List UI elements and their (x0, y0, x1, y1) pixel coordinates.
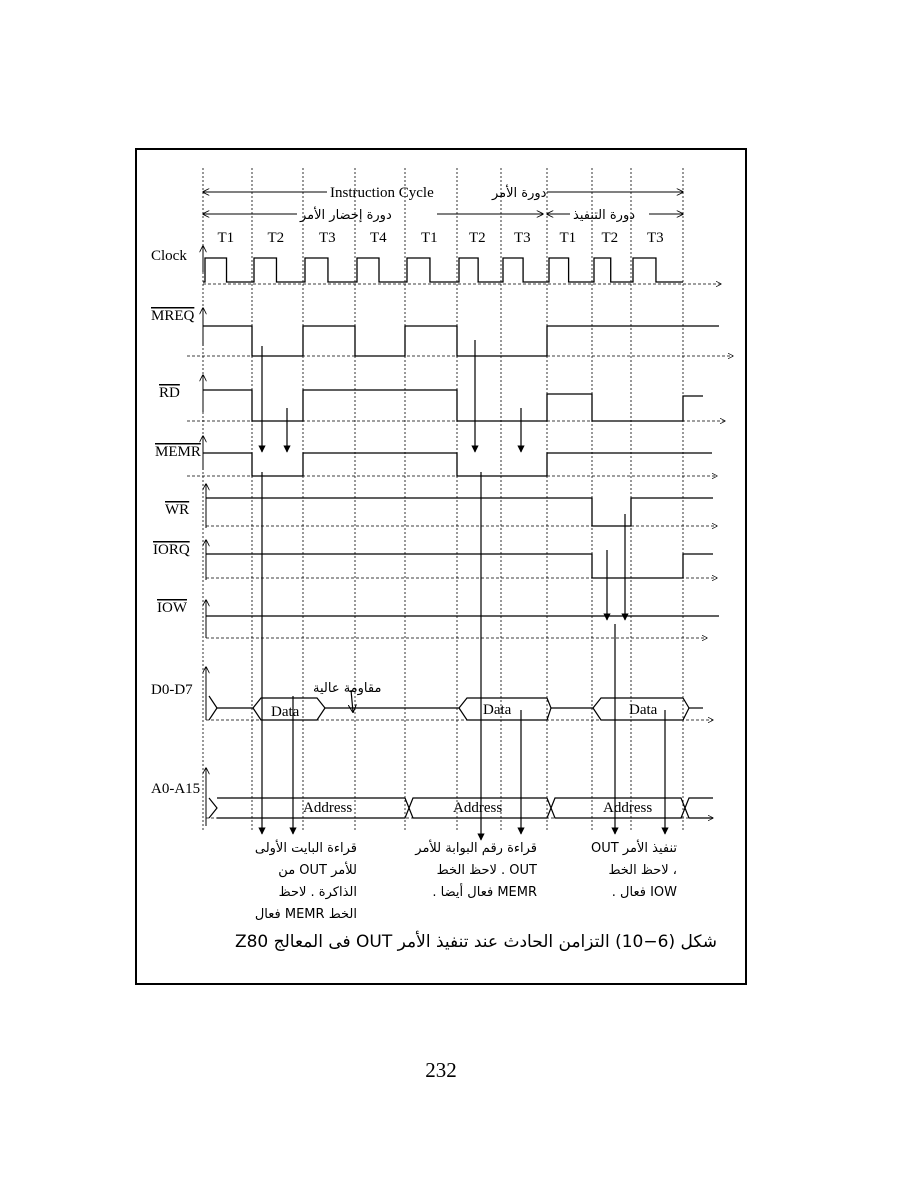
rd-label: RD (159, 385, 180, 401)
instruction-cycle-label: Instruction Cycle (330, 185, 434, 201)
high-impedance-label: مقاومة عالية (313, 681, 382, 696)
t-state-label: T3 (514, 230, 531, 246)
rd-waveform (203, 390, 703, 421)
clock-pulses (203, 258, 683, 282)
timing-diagram-figure (135, 148, 747, 985)
execute-cycle-span (547, 208, 683, 223)
address-label-3: Address (603, 800, 653, 816)
memr-waveform (203, 453, 712, 476)
signal-axes (203, 246, 206, 826)
signal-labels (151, 248, 201, 797)
iorq-label: IORQ (153, 542, 190, 558)
t-state-label: T2 (469, 230, 486, 246)
page-number: 232 (425, 1058, 457, 1082)
figure-caption: شكل (6−10) التزامن الحادث عند تنفيذ الأمر OUT فى المعالج Z80 (234, 932, 717, 952)
fetch-cycle-span (203, 206, 543, 223)
mreq-waveform (203, 326, 719, 356)
clock-waveform (203, 258, 683, 282)
wr-waveform (206, 498, 713, 526)
note-execute-out: تنفيذ الأمر OUT ، لاحظ الخط IOW فعال . (591, 841, 677, 900)
mreq-label: MREQ (151, 308, 195, 324)
sampling-arrows (262, 340, 665, 840)
note-fetch-first-byte: قراءة البايت الأولى للأمر OUT من الذاكرة . لاحظ الخط MEMR فعال (254, 841, 357, 922)
t-state-label: T1 (421, 230, 438, 246)
iow-label: IOW (157, 600, 187, 616)
address-label-2: Address (453, 800, 503, 816)
clock-label: Clock (151, 248, 187, 264)
signal-baselines (187, 284, 733, 818)
iorq-waveform (206, 554, 713, 578)
t-state-label: T2 (267, 230, 285, 246)
instruction-cycle-span (203, 184, 683, 201)
t-state-labels (218, 230, 664, 246)
t-state-label: T1 (559, 230, 577, 246)
address-bus-label: A0-A15 (151, 781, 201, 797)
t-state-label: T1 (217, 230, 235, 246)
address-label-1: Address (303, 800, 353, 816)
instruction-cycle-arabic-label: دورة الأمر (492, 186, 547, 201)
t-state-label: T4 (370, 230, 387, 246)
t-state-label: T2 (601, 230, 619, 246)
t-state-label: T3 (319, 230, 336, 246)
data-label-3: Data (629, 702, 658, 718)
note-read-port-number: قراءة رقم البوابة للأمر OUT . لاحظ الخط MEMR فعال أيضا . (415, 841, 537, 900)
t-state-label: T3 (647, 230, 664, 246)
data-label-1: Data (271, 704, 300, 720)
fetch-cycle-label: دورة إحضار الأمر (300, 208, 392, 223)
data-label-2: Data (483, 702, 512, 718)
execute-cycle-label: دورة التنفيذ (573, 208, 636, 223)
data-bus-label: D0-D7 (151, 682, 193, 698)
memr-label: MEMR (155, 444, 201, 460)
wr-label: WR (165, 502, 190, 518)
